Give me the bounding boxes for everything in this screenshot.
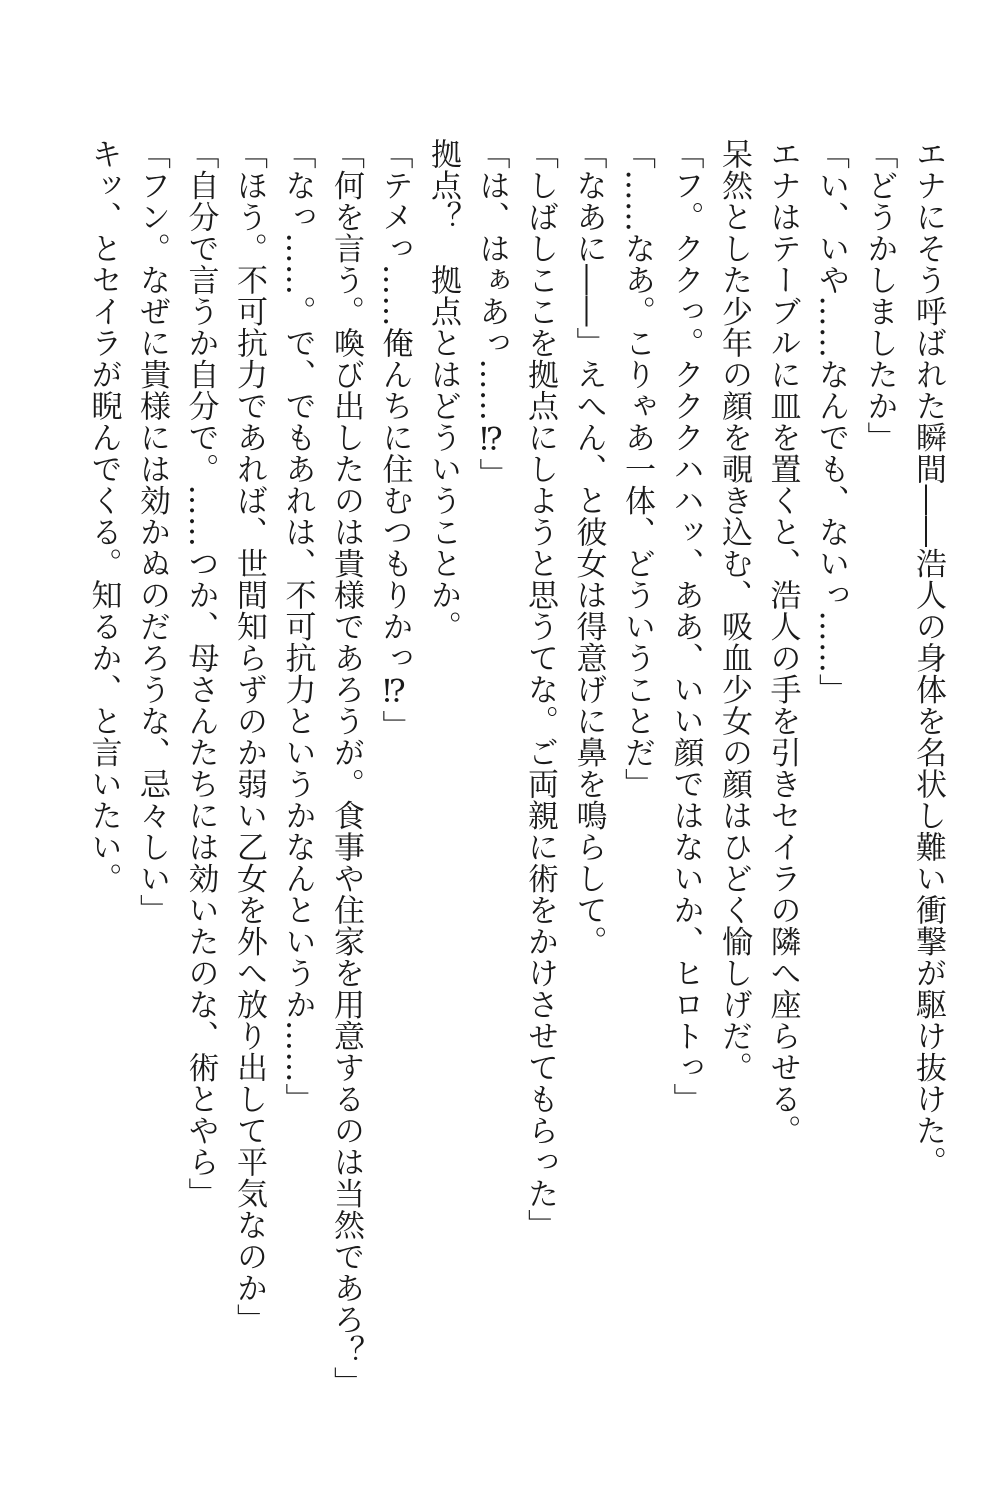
text-line-10: 「は、はぁあっ……⁉」 <box>473 138 510 490</box>
text-line-11: 拠点？ 拠点とはどういうことか。 <box>425 138 461 642</box>
text-line-17: 「フン。なぜに貴様には効かぬのだろうな、忌々しい」 <box>134 138 170 926</box>
text-line-5: 呆然とした少年の顔を覗き込む、吸血少女の顔はひどく愉しげだ。 <box>716 138 752 1083</box>
text-line-16: 「自分で言うか自分で。……つか、母さんたちには効いたのな、術とやら」 <box>182 138 219 1209</box>
text-line-3: 「い、いや……なんでも、ないっ……」 <box>813 138 849 705</box>
text-line-8: 「なあに――」えへん、と彼女は得意げに鼻を鳴らして。 <box>570 138 607 957</box>
text-line-13: 「何を言う。喚び出したのは貴様であろうが。食事や住家を用意するのは当然であろ？」 <box>328 138 364 1398</box>
text-line-15: 「ほう。不可抗力であれば、世間知らずのか弱い乙女を外へ放り出して平気なのか」 <box>231 138 267 1335</box>
text-line-2: 「どうかしましたか」 <box>861 138 898 453</box>
text-line-9: 「しばしここを拠点にしようと思うてな。ご両親に術をかけさせてもらった」 <box>522 138 558 1241</box>
text-line-1: エナにそう呼ばれた瞬間――浩人の身体を名状し難い衝撃が駆け抜けた。 <box>910 138 946 1178</box>
vertical-text-body <box>72 138 952 1398</box>
text-line-12: 「テメっ……俺んちに住むつもりかっ⁉」 <box>376 138 413 742</box>
text-line-7: 「……なあ。こりゃあ一体、どういうことだ」 <box>619 138 655 800</box>
text-line-18: キッ、とセイラが睨んでくる。知るか、と言いたい。 <box>85 138 122 894</box>
text-line-14: 「なっ……。で、でもあれは、不可抗力というかなんというか……」 <box>279 138 316 1115</box>
text-line-6: 「フ。ククっ。クククハハッ、ああ、いい顔ではないか、ヒロトっ」 <box>667 138 704 1115</box>
text-line-4: エナはテーブルに皿を置くと、浩人の手を引きセイラの隣へ座らせる。 <box>764 138 801 1146</box>
